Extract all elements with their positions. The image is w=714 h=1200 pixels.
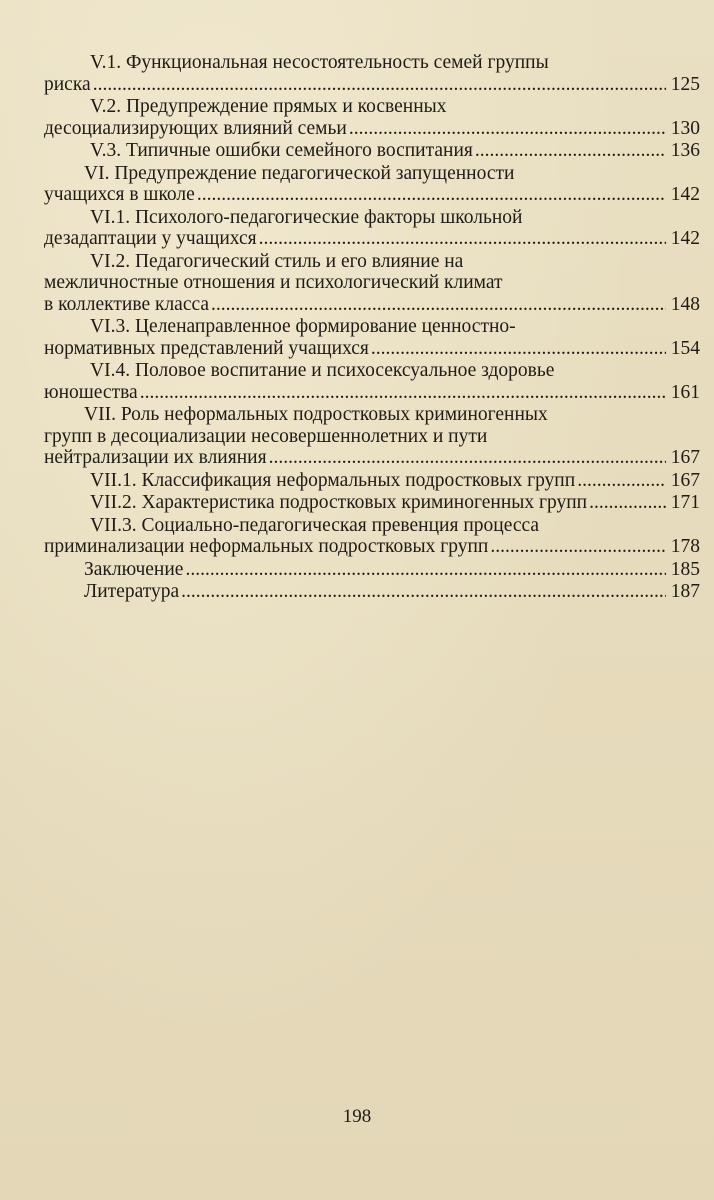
toc-entry-last-line xyxy=(44,581,700,603)
toc-page-number: 167 xyxy=(670,447,700,468)
toc-entry xyxy=(44,404,700,469)
dot-leader xyxy=(269,447,666,469)
toc-entry-line: VI.2. Педагогический стиль и его влияние на xyxy=(90,250,464,272)
toc-entry-line: V.2. Предупреждение прямых и косвенных xyxy=(90,96,447,117)
dot-leader xyxy=(211,294,666,316)
toc-entry-title: VII.1. Классификация неформальных подростковых групп xyxy=(90,469,576,491)
toc-entry xyxy=(44,52,700,95)
toc-entry-title: V.3. Типичные ошибки семейного воспитания xyxy=(90,140,473,161)
toc-entry-line: VI. Предупреждение педагогической запущенности xyxy=(84,162,515,184)
toc-entry xyxy=(44,140,700,162)
toc-entry-last-line xyxy=(44,228,700,250)
toc-entry xyxy=(44,316,700,359)
toc-entry-last-line xyxy=(44,294,700,316)
toc-entry-last-line xyxy=(44,447,700,469)
toc-page-number: 161 xyxy=(670,381,700,403)
toc-entry xyxy=(44,470,700,492)
toc-entry-line: VII.3. Социально-педагогическая превенция процесса xyxy=(90,514,540,536)
dot-leader xyxy=(181,581,666,603)
toc-page-number: 185 xyxy=(670,558,700,580)
dot-leader xyxy=(490,536,666,558)
toc-entry xyxy=(44,96,700,139)
toc-page-number: 148 xyxy=(670,293,700,315)
toc-entry-line: VI.4. Половое воспитание и психосексуальное здоровье xyxy=(90,360,555,381)
toc-page-number: 187 xyxy=(670,581,700,602)
toc-entry xyxy=(44,163,700,206)
toc-entry-title: дезадаптации у учащихся xyxy=(44,228,257,249)
toc-entry-title: десоциализирующих влияний семьи xyxy=(44,117,347,139)
toc-page-number: 125 xyxy=(670,73,700,95)
toc-entry-line: VI.3. Целенаправленное формирование ценностно- xyxy=(90,316,516,337)
toc-entry-last-line xyxy=(44,492,700,514)
dot-leader xyxy=(371,338,666,360)
toc-entry-last-line xyxy=(44,184,700,206)
toc-entry xyxy=(44,581,700,603)
dot-leader xyxy=(577,470,666,492)
toc-entry-last-line xyxy=(44,338,700,360)
toc-page-number: 178 xyxy=(670,536,700,557)
toc-entry-title: в коллективе класса xyxy=(44,293,210,315)
toc-page-number: 167 xyxy=(670,469,700,491)
toc-entry-line: V.1. Функциональная несостоятельность семей группы xyxy=(90,52,549,73)
toc-entry xyxy=(44,360,700,403)
dot-leader xyxy=(93,74,666,96)
dot-leader xyxy=(197,184,666,206)
toc-entry-title: VII.2. Характеристика подростковых криминогенных групп xyxy=(90,492,588,513)
toc-entry-title: учащихся в школе xyxy=(44,184,195,205)
toc-entry-line: межличностные отношения и психологический климат xyxy=(44,272,503,293)
dot-leader xyxy=(589,492,666,514)
toc-entry xyxy=(44,559,700,581)
toc-entry xyxy=(44,515,700,558)
toc-entry-title: Литература xyxy=(84,581,180,602)
toc-entry-title: Заключение xyxy=(84,558,184,580)
dot-leader xyxy=(185,559,666,581)
toc-entry-title: приминализации неформальных подростковых групп xyxy=(44,536,489,557)
toc-entry-line: VII. Роль неформальных подростковых криминогенных xyxy=(84,404,548,425)
toc-entry xyxy=(44,207,700,250)
toc-page-number: 130 xyxy=(670,117,700,139)
toc-entry-line: групп в десоциализации несовершеннолетних и пути xyxy=(44,425,488,447)
toc-entry-title: нормативных представлений учащихся xyxy=(44,337,369,359)
toc-entry-title: нейтрализации их влияния xyxy=(44,447,267,468)
dot-leader xyxy=(259,228,666,250)
toc-entry xyxy=(44,492,700,514)
toc-entry xyxy=(44,251,700,316)
toc-entry-title: юношества xyxy=(44,381,138,403)
toc-entry-last-line xyxy=(44,382,700,404)
toc-entry-last-line xyxy=(44,74,700,96)
page-number: 198 xyxy=(342,1106,372,1127)
toc-entry-line: VI.1. Психолого-педагогические факторы школьной xyxy=(90,206,523,228)
toc-entry-last-line xyxy=(44,118,700,140)
toc-page-number: 171 xyxy=(670,492,700,513)
toc-page-number: 142 xyxy=(670,184,700,205)
toc-entry-title: риска xyxy=(44,73,91,95)
toc-entry-last-line xyxy=(44,559,700,581)
toc-entry-last-line xyxy=(44,536,700,558)
toc-page-number: 154 xyxy=(670,337,700,359)
dot-leader xyxy=(140,382,666,404)
toc-page-number: 142 xyxy=(670,228,700,249)
table-of-contents xyxy=(44,52,700,604)
dot-leader xyxy=(475,140,666,162)
toc-entry-last-line xyxy=(44,470,700,492)
toc-page-number: 136 xyxy=(670,140,700,161)
toc-entry-last-line xyxy=(44,140,700,162)
dot-leader xyxy=(349,118,666,140)
